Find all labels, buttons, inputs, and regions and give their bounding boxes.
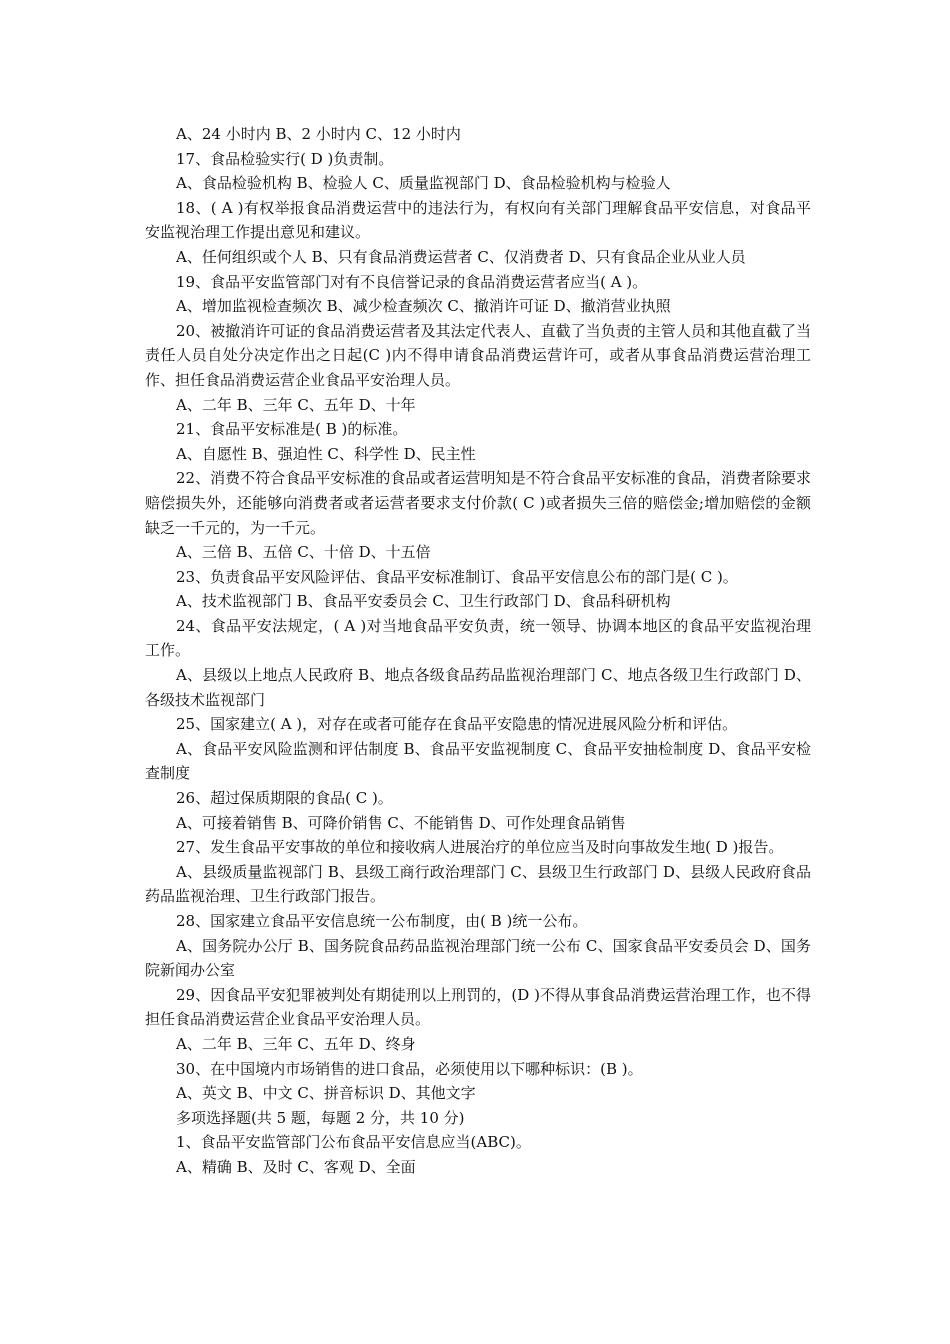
question-19: 19、食品平安监管部门对有不良信誉记录的食品消费运营者应当( A )。 xyxy=(176,272,648,291)
answer-options-22: A、三倍 B、五倍 C、十倍 D、十五倍 xyxy=(176,543,431,562)
question-23: 23、负责食品平安风险评估、食品平安标准制订、食品平安信息公布的部门是( C )。 xyxy=(176,567,738,586)
answer-options-19: A、增加监视检查频次 B、减少检查频次 C、撤消许可证 D、撤消营业执照 xyxy=(176,297,671,316)
document-page xyxy=(145,122,811,1180)
answer-options-25: A、食品平安风险监测和评估制度 B、食品平安监视制度 C、食品平安抽检制度 D、食品平安检查制度 xyxy=(145,739,811,783)
answer-options-30: A、英文 B、中文 C、拼音标识 D、其他文字 xyxy=(176,1084,476,1103)
section-heading-multiple-choice: 多项选择题(共 5 题，每题 2 分，共 10 分) xyxy=(176,1108,465,1127)
answer-options-17: A、食品检验机构 B、检验人 C、质量监视部门 D、食品检验机构与检验人 xyxy=(176,174,671,193)
answer-options-16: A、24 小时内 B、2 小时内 C、12 小时内 xyxy=(176,125,461,143)
question-22: 22、消费不符合食品平安标准的食品或者运营明知是不符合食品平安标准的食品，消费者除要求赔偿损失外，还能够向消费者或者运营者要求支付价款( C )或者损失三倍的赔偿金;增加赔偿的金额缺乏一千元的，为一千元。 xyxy=(145,469,811,537)
multi-answer-options-1: A、精确 B、及时 C、客观 D、全面 xyxy=(176,1157,416,1176)
answer-options-27: A、县级质量监视部门 B、县级工商行政治理部门 C、县级卫生行政部门 D、县级人民政府食品药品监视治理、卫生行政部门报告。 xyxy=(145,862,811,906)
multi-question-1: 1、食品平安监管部门公布食品平安信息应当(ABC)。 xyxy=(176,1133,531,1152)
question-28: 28、国家建立食品平安信息统一公布制度，由( B )统一公布。 xyxy=(176,912,588,930)
question-17: 17、食品检验实行( D )负责制。 xyxy=(176,149,394,168)
question-27: 27、发生食品平安事故的单位和接收病人进展治疗的单位应当及时向事故发生地( D )报告。 xyxy=(176,838,784,857)
answer-options-24: A、县级以上地点人民政府 B、地点各级食品药品监视治理部门 C、地点各级卫生行政部门 D、各级技术监视部门 xyxy=(145,666,811,709)
answer-options-29: A、二年 B、三年 C、五年 D、终身 xyxy=(176,1034,416,1053)
question-24: 24、食品平安法规定，( A )对当地食品平安负责，统一领导、协调本地区的食品平安监视治理工作。 xyxy=(145,616,811,660)
question-25: 25、国家建立( A )，对存在或者可能存在食品平安隐患的情况进展风险分析和评估。 xyxy=(176,715,738,734)
answer-options-21: A、自愿性 B、强迫性 C、科学性 D、民主性 xyxy=(176,444,476,463)
question-18: 18、( A )有权举报食品消费运营中的违法行为，有权向有关部门理解食品平安信息，对食品平安监视治理工作提出意见和建议。 xyxy=(145,198,811,242)
answer-options-23: A、技术监视部门 B、食品平安委员会 C、卫生行政部门 D、食品科研机构 xyxy=(176,592,671,611)
question-20: 20、被撤消许可证的食品消费运营者及其法定代表人、直截了当负责的主管人员和其他直截了当责任人员自处分决定作出之日起(C )内不得申请食品消费运营许可，或者从事食品消费运营治理工作、担任食品消费运营企业食品平安治理人员。 xyxy=(145,321,811,389)
answer-options-28: A、国务院办公厅 B、国务院食品药品监视治理部门统一公布 C、国家食品平安委员会 D、国务院新闻办公室 xyxy=(145,936,811,980)
question-26: 26、超过保质期限的食品( C )。 xyxy=(176,789,393,808)
question-29: 29、因食品平安犯罪被判处有期徒刑以上刑罚的，(D )不得从事食品消费运营治理工作，也不得担任食品消费运营企业食品平安治理人员。 xyxy=(145,985,811,1029)
answer-options-26: A、可接着销售 B、可降价销售 C、不能销售 D、可作处理食品销售 xyxy=(176,813,626,832)
question-30: 30、在中国境内市场销售的进口食品，必须使用以下哪种标识：(B )。 xyxy=(176,1059,643,1078)
answer-options-20: A、二年 B、三年 C、五年 D、十年 xyxy=(176,395,416,414)
answer-options-18: A、任何组织或个人 B、只有食品消费运营者 C、仅消费者 D、只有食品企业从业人员 xyxy=(176,247,746,266)
question-21: 21、食品平安标准是( B )的标准。 xyxy=(176,420,408,439)
